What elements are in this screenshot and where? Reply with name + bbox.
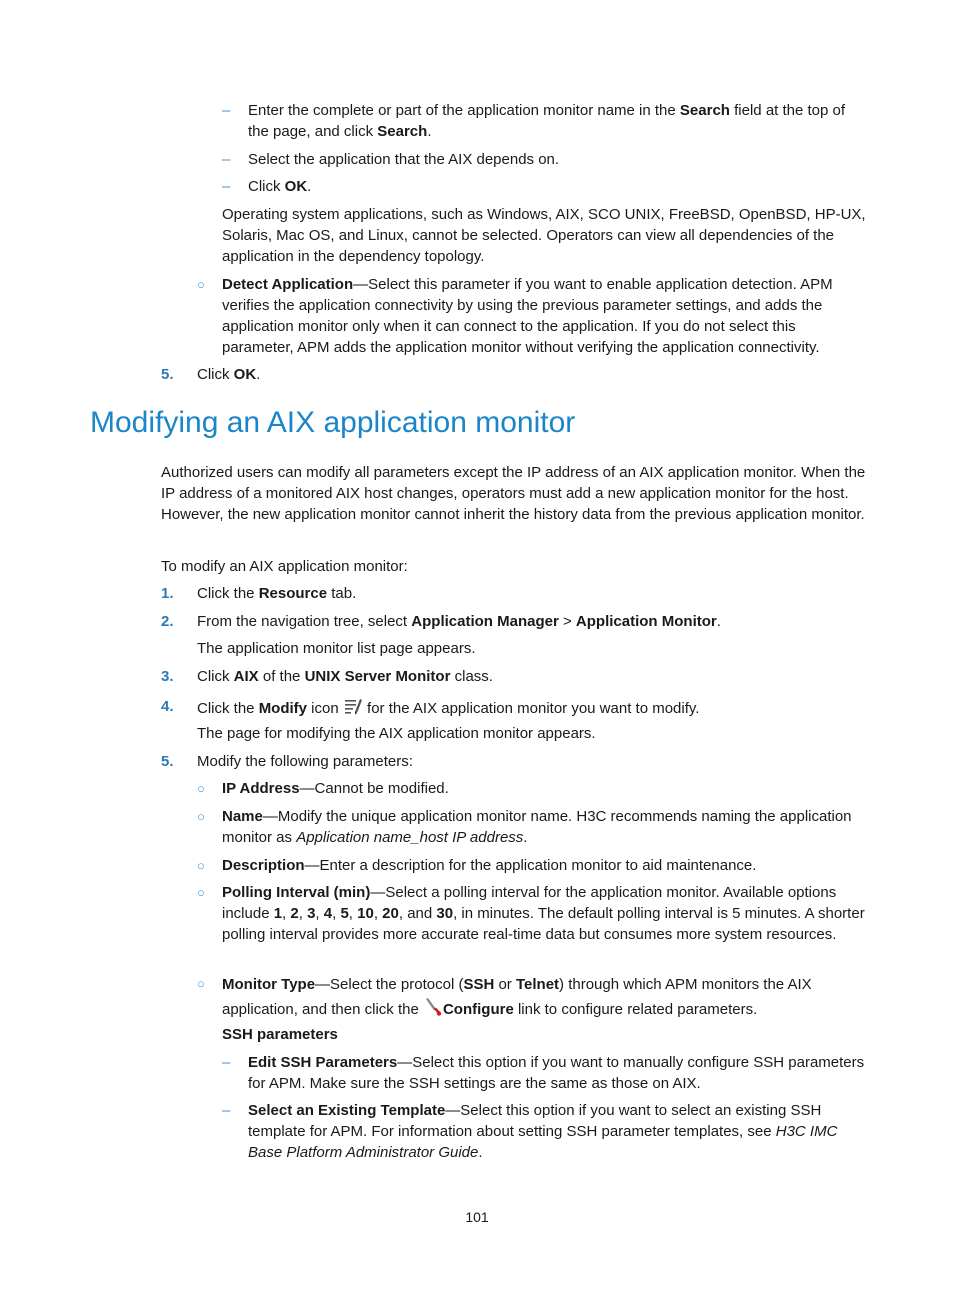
param-name: Name—Modify the unique application monitor name. H3C recommends naming the application monitor as Application name_host IP address. bbox=[222, 808, 852, 846]
modify-icon bbox=[343, 696, 363, 716]
ok-subitem: Click OK. bbox=[248, 178, 312, 195]
step-click-ok: Click OK. bbox=[197, 366, 261, 383]
step-modify-parameters: Modify the following parameters: bbox=[197, 753, 413, 770]
detect-application-item: Detect Application—Select this parameter if you want to enable application detection. APM verifies the application connectivity by using the previous parameter settings, and adds the application monitor only when it can connect to the application. If you do not select this parameter, APM adds the application monitor without verifying the application connectivity. bbox=[222, 276, 833, 356]
param-polling-interval: Polling Interval (min)—Select a polling interval for the application monitor. Available options include 1, 2, 3, 4, 5, 10, 20, and 30, in minutes. The default polling interval is 5 minutes. A shorter polling interval provides more accurate real-time data but consumes more system resources. bbox=[222, 884, 865, 943]
section-title: Modifying an AIX application monitor bbox=[90, 406, 576, 439]
dash-bullet: – bbox=[222, 1102, 231, 1119]
circle-bullet: ○ bbox=[197, 976, 205, 991]
procedure-lead: To modify an AIX application monitor: bbox=[161, 558, 408, 575]
param-monitor-type: Monitor Type—Select the protocol (SSH or Telnet) through which APM monitors the AIX application, and then click the Configure link to configure related parameters. bbox=[222, 976, 812, 1018]
circle-bullet: ○ bbox=[197, 885, 205, 900]
dash-bullet: – bbox=[222, 102, 231, 119]
configure-icon[interactable] bbox=[423, 997, 443, 1017]
step-navigation: From the navigation tree, select Application Manager > Application Monitor. bbox=[197, 613, 721, 630]
step-number: 2. bbox=[161, 613, 174, 630]
param-description: Description—Enter a description for the application monitor to aid maintenance. bbox=[222, 857, 757, 874]
configure-link[interactable]: Configure bbox=[442, 1001, 514, 1018]
step-number: 4. bbox=[161, 698, 174, 715]
step-resource-tab: Click the Resource tab. bbox=[197, 585, 357, 602]
step-note: The page for modifying the AIX application monitor appears. bbox=[197, 725, 596, 742]
step-number: 1. bbox=[161, 585, 174, 602]
dash-bullet: – bbox=[222, 178, 231, 195]
step-number: 3. bbox=[161, 668, 174, 685]
ssh-parameters-heading: SSH parameters bbox=[222, 1026, 338, 1043]
search-subitem: Enter the complete or part of the application monitor name in the Search field at the top of the page, and click Search. bbox=[248, 102, 846, 140]
circle-bullet: ○ bbox=[197, 277, 205, 292]
param-ip-address: IP Address—Cannot be modified. bbox=[222, 780, 449, 797]
ssh-edit-option: Edit SSH Parameters—Select this option if you want to manually configure SSH parameters for APM. Make sure the SSH settings are the same as those on AIX. bbox=[248, 1054, 865, 1092]
circle-bullet: ○ bbox=[197, 809, 205, 824]
step-modify-icon: Click the Modify icon for the AIX application monitor you want to modify. bbox=[197, 696, 867, 719]
step-number: 5. bbox=[161, 366, 174, 383]
step-note: The application monitor list page appears. bbox=[197, 640, 476, 657]
circle-bullet: ○ bbox=[197, 858, 205, 873]
os-note: Operating system applications, such as Windows, AIX, SCO UNIX, FreeBSD, OpenBSD, HP-UX, Solaris, Mac OS, and Linux, cannot be selected. Operators can view all dependencies of the application in the dependency topology. bbox=[222, 206, 866, 265]
dash-bullet: – bbox=[222, 151, 231, 168]
intro-paragraph: Authorized users can modify all parameters except the IP address of an AIX application monitor. When the IP address of a monitored AIX host changes, operators must add a new application monitor for the host. However, the new application monitor cannot inherit the history data from the previous application monitor. bbox=[161, 464, 866, 523]
page-number: 101 bbox=[465, 1209, 489, 1225]
select-subitem: Select the application that the AIX depends on. bbox=[248, 151, 560, 168]
ssh-template-option: Select an Existing Template—Select this option if you want to select an existing SSH template for APM. For information about setting SSH parameter templates, see H3C IMC Base Platform Administrator Guide. bbox=[248, 1102, 838, 1161]
circle-bullet: ○ bbox=[197, 781, 205, 796]
step-click-aix: Click AIX of the UNIX Server Monitor class. bbox=[197, 668, 493, 685]
step-number: 5. bbox=[161, 753, 174, 770]
dash-bullet: – bbox=[222, 1054, 231, 1071]
